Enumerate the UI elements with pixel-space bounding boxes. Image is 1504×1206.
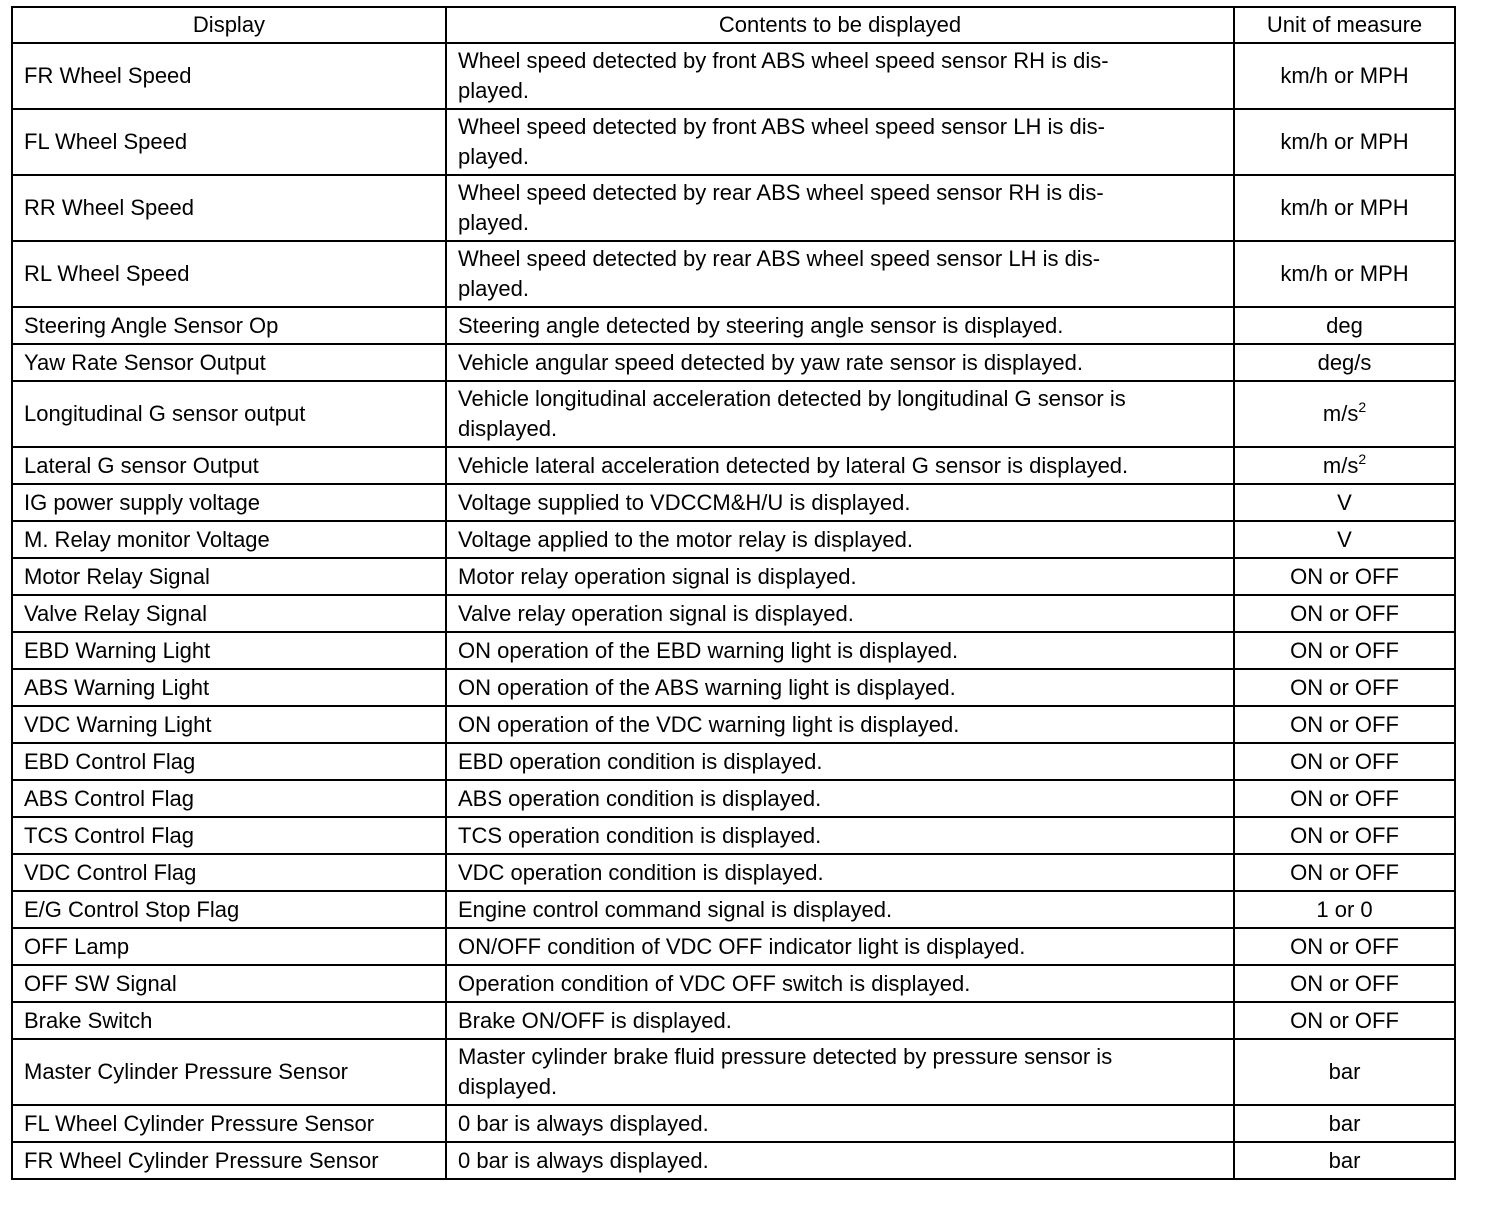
table-row [12,558,1455,595]
contents-cell: Vehicle lateral acceleration detected by lateral G sensor is displayed. [446,447,1234,484]
contents-cell: ON operation of the ABS warning light is displayed. [446,669,1234,706]
unit-cell [1234,854,1455,891]
unit-column-header: Unit of measure [1234,7,1455,43]
contents-cell: EBD operation condition is displayed. [446,743,1234,780]
table-row [12,595,1455,632]
unit-cell [1234,1039,1455,1105]
unit-text: ON or OFF [1290,933,1399,959]
contents-cell: Wheel speed detected by front ABS wheel speed sensor LH is dis- played. [446,109,1234,175]
display-item-cell: FR Wheel Cylinder Pressure Sensor [12,1142,446,1179]
table-row [12,928,1455,965]
unit-cell [1234,817,1455,854]
contents-cell: 0 bar is always displayed. [446,1142,1234,1179]
table-row [12,521,1455,558]
display-item-cell: E/G Control Stop Flag [12,891,446,928]
unit-cell [1234,706,1455,743]
display-item-cell: RR Wheel Speed [12,175,446,241]
unit-cell [1234,780,1455,817]
contents-cell: Wheel speed detected by rear ABS wheel speed sensor RH is dis- played. [446,175,1234,241]
table-row [12,1002,1455,1039]
unit-cell [1234,743,1455,780]
unit-text: ON or OFF [1290,637,1399,663]
unit-cell [1234,558,1455,595]
display-item-cell: OFF Lamp [12,928,446,965]
contents-cell: ON operation of the EBD warning light is displayed. [446,632,1234,669]
unit-cell [1234,109,1455,175]
unit-text: ON or OFF [1290,822,1399,848]
table-row [12,669,1455,706]
display-item-cell: ABS Warning Light [12,669,446,706]
table-row [12,965,1455,1002]
unit-text: ON or OFF [1290,674,1399,700]
table-row [12,706,1455,743]
table-row [12,1105,1455,1142]
table-row [12,780,1455,817]
contents-cell: Brake ON/OFF is displayed. [446,1002,1234,1039]
display-item-cell: FL Wheel Cylinder Pressure Sensor [12,1105,446,1142]
unit-text: km/h or MPH [1280,261,1409,286]
table-row [12,344,1455,381]
display-item-cell: RL Wheel Speed [12,241,446,307]
display-item-cell: TCS Control Flag [12,817,446,854]
contents-cell: Operation condition of VDC OFF switch is displayed. [446,965,1234,1002]
unit-cell [1234,1142,1455,1179]
unit-text: ON or OFF [1290,1007,1399,1033]
display-item-cell: Lateral G sensor Output [12,447,446,484]
unit-exponent: 2 [1358,399,1367,415]
unit-cell [1234,175,1455,241]
unit-cell [1234,891,1455,928]
display-item-cell: Yaw Rate Sensor Output [12,344,446,381]
unit-text: bar [1328,1110,1361,1136]
table-row [12,1142,1455,1179]
contents-cell: ON operation of the VDC warning light is displayed. [446,706,1234,743]
unit-cell [1234,928,1455,965]
contents-cell: Vehicle longitudinal acceleration detected by longitudinal G sensor is displayed. [446,381,1234,447]
unit-text: km/h or MPH [1280,63,1409,88]
contents-cell: Engine control command signal is displayed. [446,891,1234,928]
contents-column-header: Contents to be displayed [446,7,1234,43]
unit-text: bar [1328,1059,1361,1084]
display-item-cell: ABS Control Flag [12,780,446,817]
table-row [12,447,1455,484]
display-column-header: Display [12,7,446,43]
display-item-cell: IG power supply voltage [12,484,446,521]
contents-cell: Valve relay operation signal is displayed. [446,595,1234,632]
contents-cell: ABS operation condition is displayed. [446,780,1234,817]
display-item-cell: M. Relay monitor Voltage [12,521,446,558]
unit-text: deg/s [1317,349,1372,375]
table-row [12,381,1455,447]
display-item-cell: Master Cylinder Pressure Sensor [12,1039,446,1105]
unit-text: ON or OFF [1290,563,1399,589]
unit-text: ON or OFF [1290,970,1399,996]
unit-text: V [1337,489,1352,515]
contents-cell: TCS operation condition is displayed. [446,817,1234,854]
contents-cell: Motor relay operation signal is displayed. [446,558,1234,595]
table-row [12,891,1455,928]
unit-cell [1234,965,1455,1002]
contents-cell: Voltage supplied to VDCCM&H/U is displayed. [446,484,1234,521]
unit-text: km/h or MPH [1280,129,1409,154]
unit-text: km/h or MPH [1280,195,1409,220]
display-item-cell: Brake Switch [12,1002,446,1039]
display-item-cell: EBD Warning Light [12,632,446,669]
unit-text: ON or OFF [1290,711,1399,737]
contents-cell: ON/OFF condition of VDC OFF indicator light is displayed. [446,928,1234,965]
unit-text: ON or OFF [1290,600,1399,626]
unit-exponent: 2 [1358,450,1367,467]
unit-cell [1234,43,1455,109]
unit-text: ON or OFF [1290,785,1399,811]
contents-cell: Voltage applied to the motor relay is displayed. [446,521,1234,558]
table-row [12,175,1455,241]
table-row [12,43,1455,109]
unit-text: m/s [1322,401,1359,426]
table-row [12,817,1455,854]
table-row [12,632,1455,669]
table-row [12,307,1455,344]
table-row [12,109,1455,175]
unit-cell [1234,1105,1455,1142]
display-item-cell: EBD Control Flag [12,743,446,780]
display-item-cell: Valve Relay Signal [12,595,446,632]
unit-cell [1234,669,1455,706]
display-item-cell: Longitudinal G sensor output [12,381,446,447]
unit-text: 1 or 0 [1316,896,1373,922]
unit-cell [1234,307,1455,344]
unit-cell [1234,344,1455,381]
unit-text: m/s [1322,452,1359,478]
display-item-cell: OFF SW Signal [12,965,446,1002]
table-body [12,43,1455,1179]
unit-cell [1234,1002,1455,1039]
unit-cell [1234,521,1455,558]
display-item-cell: VDC Control Flag [12,854,446,891]
unit-text: V [1337,526,1352,552]
contents-cell: Vehicle angular speed detected by yaw rate sensor is displayed. [446,344,1234,381]
display-item-cell: Motor Relay Signal [12,558,446,595]
contents-cell: Steering angle detected by steering angle sensor is displayed. [446,307,1234,344]
unit-text: ON or OFF [1290,859,1399,885]
table-row [12,743,1455,780]
display-item-cell: FR Wheel Speed [12,43,446,109]
unit-text: ON or OFF [1290,748,1399,774]
display-item-cell: Steering Angle Sensor Op [12,307,446,344]
unit-cell [1234,241,1455,307]
table-row [12,854,1455,891]
table-row [12,484,1455,521]
contents-cell: 0 bar is always displayed. [446,1105,1234,1142]
display-item-cell: VDC Warning Light [12,706,446,743]
unit-cell [1234,595,1455,632]
unit-cell [1234,381,1455,447]
unit-text: deg [1326,312,1363,338]
unit-cell [1234,632,1455,669]
contents-cell: Wheel speed detected by front ABS wheel speed sensor RH is dis- played. [446,43,1234,109]
header-row [12,7,1455,43]
unit-cell [1234,484,1455,521]
table-row [12,1039,1455,1105]
contents-cell: Wheel speed detected by rear ABS wheel speed sensor LH is dis- played. [446,241,1234,307]
table-row [12,241,1455,307]
contents-cell: Master cylinder brake fluid pressure detected by pressure sensor is displayed. [446,1039,1234,1105]
unit-cell [1234,447,1455,484]
unit-text: bar [1328,1147,1361,1173]
data-monitor-table [11,6,1456,1180]
contents-cell: VDC operation condition is displayed. [446,854,1234,891]
display-item-cell: FL Wheel Speed [12,109,446,175]
